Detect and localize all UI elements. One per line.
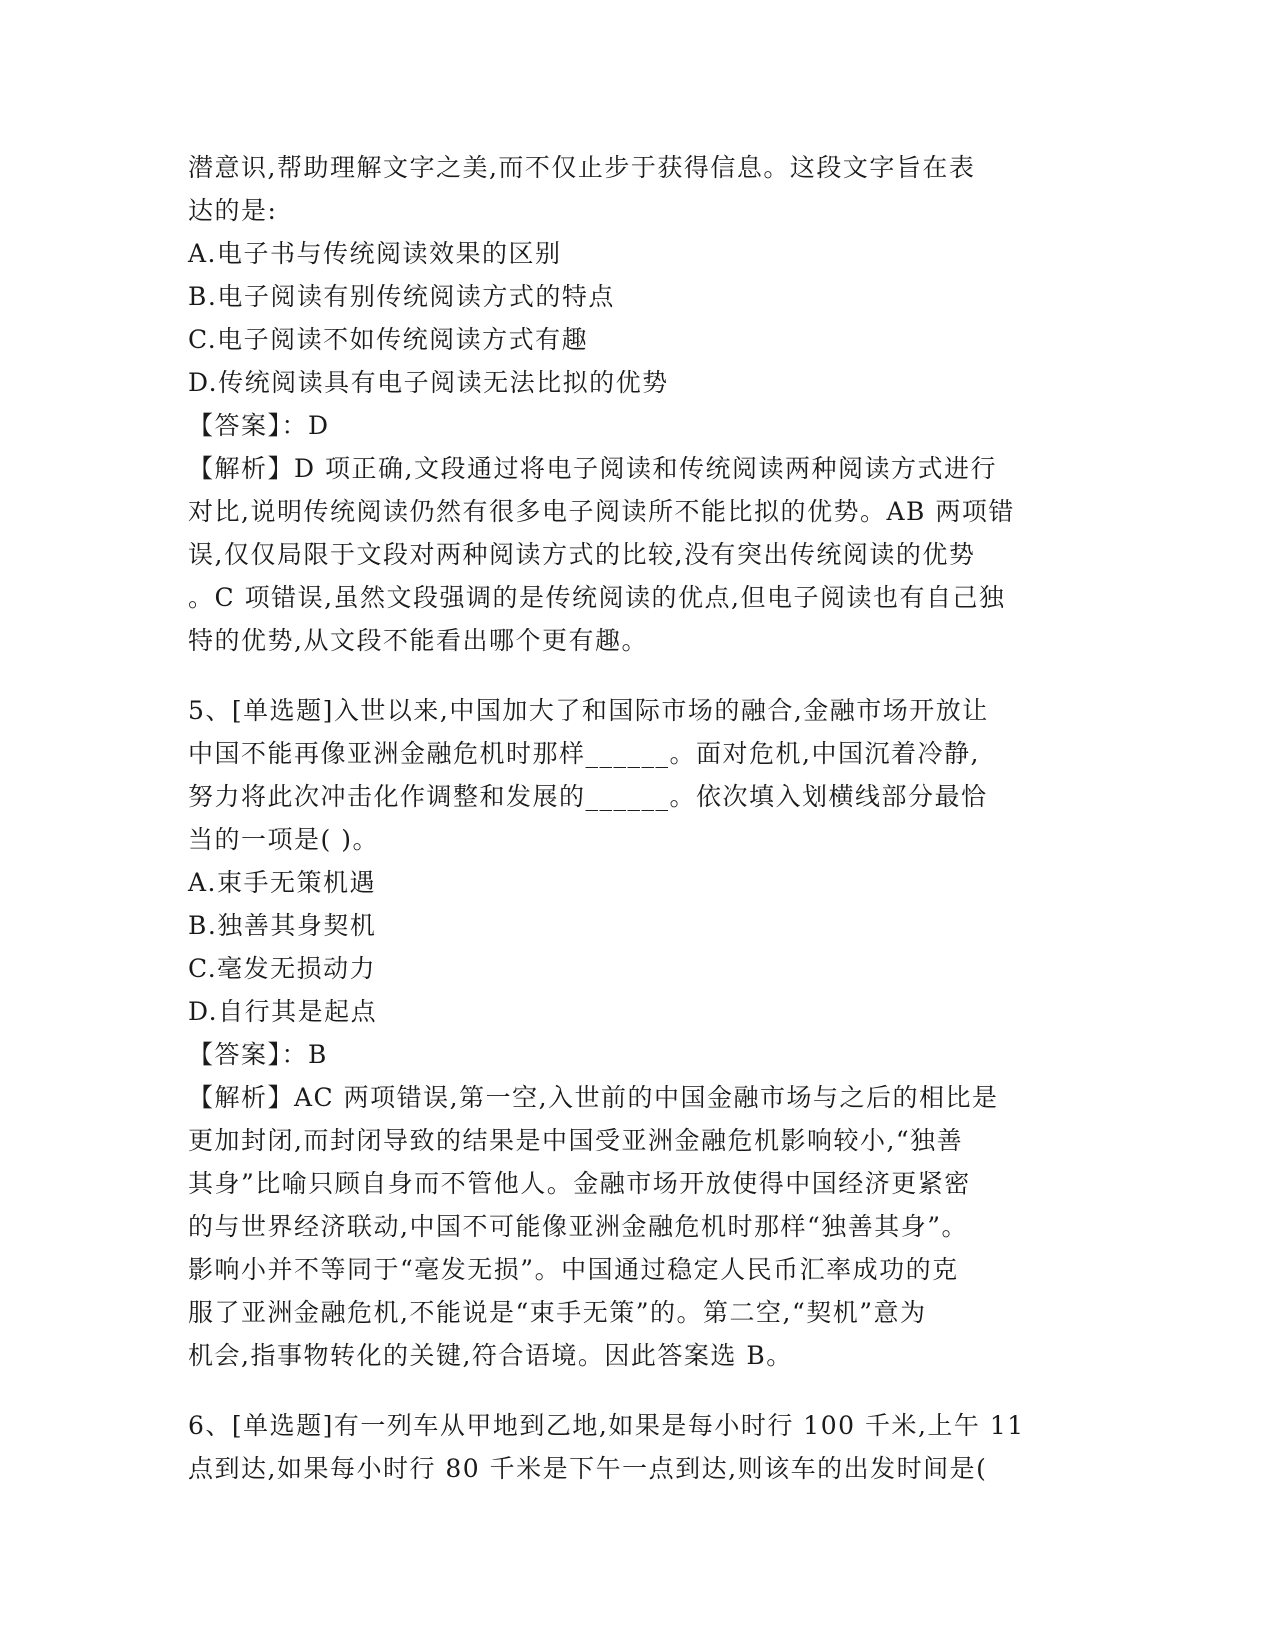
analysis-line: 【解析】D 项正确,文段通过将电子阅读和传统阅读两种阅读方式进行 bbox=[188, 454, 997, 483]
question-stem-line: 6、[单选题]有一列车从甲地到乙地,如果是每小时行 100 千米,上午 11 bbox=[188, 1411, 1025, 1440]
question-stem-line: 中国不能再像亚洲金融危机时那样______。面对危机,中国沉着冷静, bbox=[188, 739, 980, 768]
answer-line: 【答案】：B bbox=[188, 1040, 328, 1069]
question-stem-line: 5、[单选题]入世以来,中国加大了和国际市场的融合,金融市场开放让 bbox=[188, 696, 989, 725]
option-c: C.电子阅读不如传统阅读方式有趣 bbox=[188, 325, 589, 354]
analysis-line: 误,仅仅局限于文段对两种阅读方式的比较,没有突出传统阅读的优势 bbox=[188, 540, 976, 569]
question-stem-line: 达的是: bbox=[188, 196, 278, 225]
option-b: B.电子阅读有别传统阅读方式的特点 bbox=[188, 282, 615, 311]
question-stem-line: 点到达,如果每小时行 80 千米是下午一点到达,则该车的出发时间是( bbox=[188, 1454, 988, 1483]
option-b: B.独善其身契机 bbox=[188, 911, 377, 940]
analysis-line: 。C 项错误,虽然文段强调的是传统阅读的优点,但电子阅读也有自己独 bbox=[188, 583, 1006, 612]
question-4-section bbox=[188, 146, 1088, 662]
question-stem-line: 潜意识,帮助理解文字之美,而不仅止步于获得信息。这段文字旨在表 bbox=[188, 153, 976, 182]
question-stem-line: 当的一项是( )。 bbox=[188, 825, 379, 854]
analysis-line: 服了亚洲金融危机,不能说是“束手无策”的。第二空,“契机”意为 bbox=[188, 1298, 927, 1327]
option-c: C.毫发无损动力 bbox=[188, 954, 377, 983]
option-d: D.自行其是起点 bbox=[188, 997, 378, 1026]
answer-line: 【答案】：D bbox=[188, 411, 330, 440]
section-gap bbox=[188, 662, 1088, 689]
analysis-line: 其身”比喻只顾自身而不管他人。金融市场开放使得中国经济更紧密 bbox=[188, 1169, 971, 1198]
analysis-line: 的与世界经济联动,中国不可能像亚洲金融危机时那样“独善其身”。 bbox=[188, 1212, 969, 1241]
analysis-line: 更加封闭,而封闭导致的结果是中国受亚洲金融危机影响较小,“独善 bbox=[188, 1126, 964, 1155]
question-5-section bbox=[188, 689, 1088, 1377]
analysis-line: 【解析】AC 两项错误,第一空,入世前的中国金融市场与之后的相比是 bbox=[188, 1083, 999, 1112]
analysis-line: 机会,指事物转化的关键,符合语境。因此答案选 B。 bbox=[188, 1341, 793, 1370]
analysis-line: 影响小并不等同于“毫发无损”。中国通过稳定人民币汇率成功的克 bbox=[188, 1255, 959, 1284]
question-6-section bbox=[188, 1404, 1088, 1490]
option-a: A.束手无策机遇 bbox=[188, 868, 377, 897]
question-stem-line: 努力将此次冲击化作调整和发展的______。依次填入划横线部分最恰 bbox=[188, 782, 988, 811]
option-d: D.传统阅读具有电子阅读无法比拟的优势 bbox=[188, 368, 669, 397]
document-page bbox=[188, 146, 1088, 1490]
option-a: A.电子书与传统阅读效果的区别 bbox=[188, 239, 562, 268]
section-gap bbox=[188, 1377, 1088, 1404]
analysis-line: 对比,说明传统阅读仍然有很多电子阅读所不能比拟的优势。AB 两项错 bbox=[188, 497, 1015, 526]
analysis-line: 特的优势,从文段不能看出哪个更有趣。 bbox=[188, 626, 648, 655]
